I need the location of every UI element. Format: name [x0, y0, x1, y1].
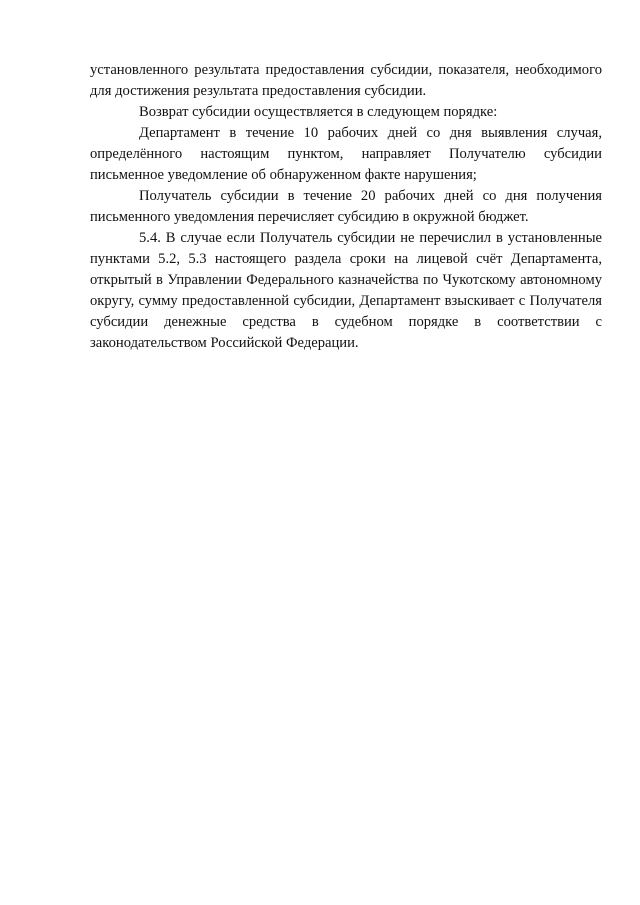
document-page	[90, 60, 602, 354]
paragraph-section-5-4: 5.4. В случае если Получатель субсидии не перечислил в установленные пунктами 5.2, 5.3 настоящего раздела сроки на лицевой счёт Департамента, открытый в Управлении Федерального казначейства по Чукотскому автономному округу, сумму предоставленной субсидии, Департамент взыскивает с Получателя субсидии денежные средства в судебном порядке в соответствии с законодательством Российской Федерации.	[90, 230, 602, 351]
paragraph-continuation: установленного результата предоставления субсидии, показателя, необходимого для достижения результата предоставления субсидии.	[90, 62, 602, 99]
paragraph-recipient-transfer: Получатель субсидии в течение 20 рабочих дней со дня получения письменного уведомления перечисляет субсидию в окружной бюджет.	[90, 188, 602, 225]
paragraph-refund-procedure: Возврат субсидии осуществляется в следующем порядке:	[139, 104, 498, 120]
paragraph-department-notice: Департамент в течение 10 рабочих дней со дня выявления случая, определённого настоящим пунктом, направляет Получателю субсидии письменное уведомление об обнаруженном факте нарушения;	[90, 125, 602, 183]
